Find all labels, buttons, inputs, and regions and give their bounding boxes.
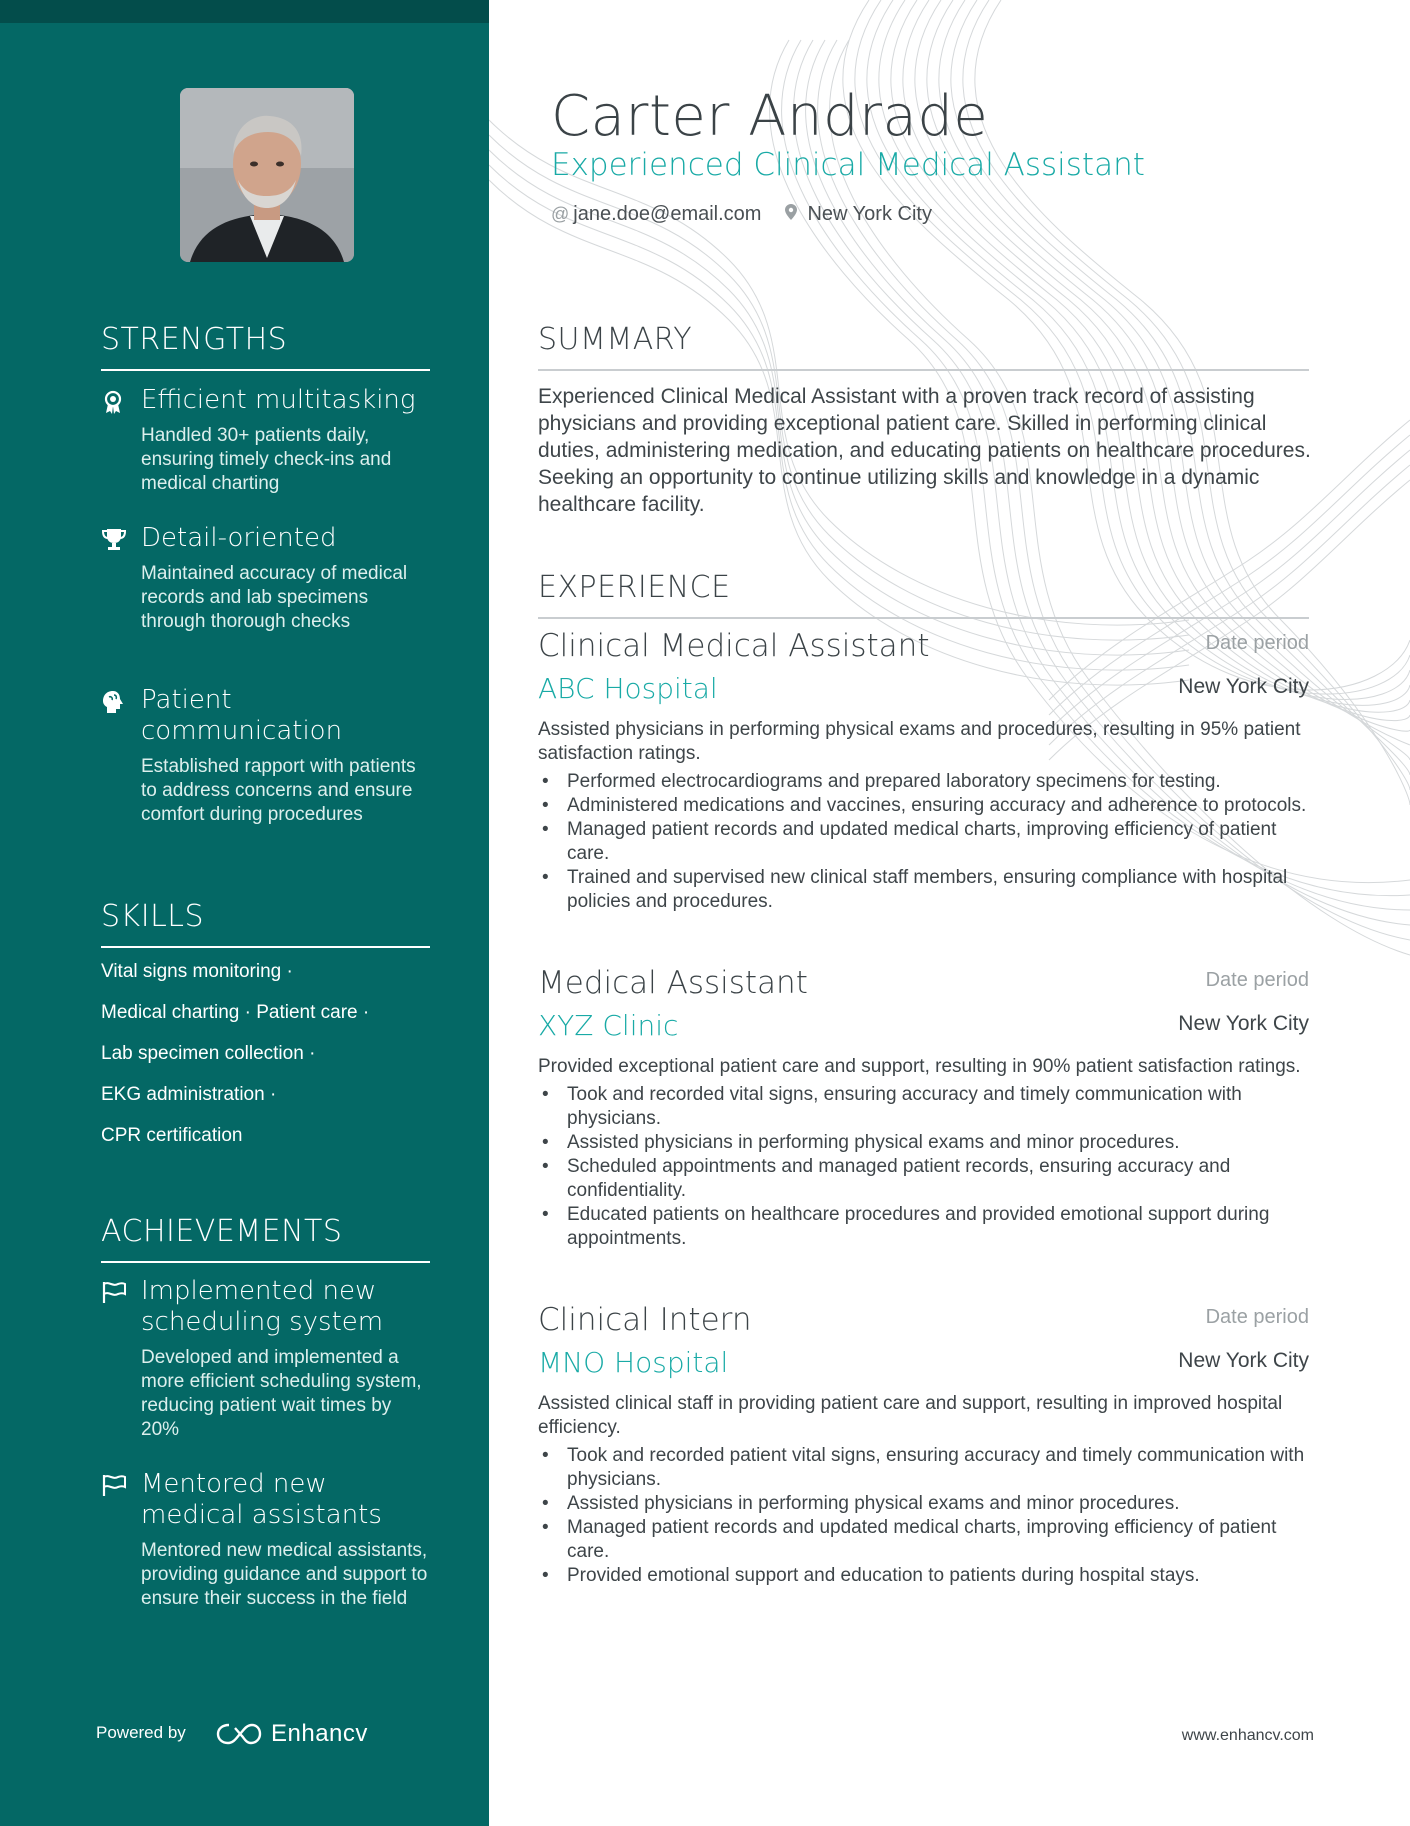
strength-item [101,385,431,496]
job-bullet: • Provided emotional support and education to patients during hospital stays. [538,1564,1309,1588]
skill-row: CPR certification [101,1125,243,1146]
job-title: Clinical Medical Assistant [538,628,930,664]
job-bullets [538,770,1309,914]
job-summary: Assisted physicians in performing physical exams and procedures, resulting in 95% patient satisfaction ratings. [538,719,1301,764]
job-bullet: • Assisted physicians in performing physical exams and minor procedures. [538,1131,1309,1155]
job-location: New York City [1178,1349,1309,1372]
skills-list [101,960,431,1164]
job-company: XYZ Clinic [538,1009,679,1042]
achievement-title: Mentored new medical assistants [141,1469,382,1530]
job-company: MNO Hospital [538,1346,729,1379]
strength-item [101,523,431,634]
achievement-desc: Developed and implemented a more efficient scheduling system, reducing patient wait times by 20% [141,1347,422,1440]
flag-icon [101,1280,125,1304]
strengths-heading: STRENGTHS [101,322,430,371]
achievement-title: Implemented new scheduling system [141,1276,384,1337]
achievement-item [101,1469,431,1611]
job-date: Date period [1205,1306,1309,1328]
profile-photo [180,88,354,262]
job-entry [538,1302,1309,1588]
job-date: Date period [1205,632,1309,654]
job-title: Medical Assistant [538,965,808,1001]
job-location: New York City [1178,675,1309,698]
sidebar [0,0,489,1826]
strength-title: Efficient multitasking [141,385,416,415]
job-bullets [538,1444,1309,1588]
job-bullet: • Managed patient records and updated medical charts, improving efficiency of patient care. [538,1516,1309,1564]
job-bullet: • Assisted physicians in performing physical exams and minor procedures. [538,1492,1309,1516]
summary-text: Experienced Clinical Medical Assistant with a proven track record of assisting physicians and providing exceptional patient care. Skilled in performing clinical duties, administering medication, and educating patients on healthcare procedures. Seeking an opportunity to continue utilizing skills and knowledge in a dynamic healthcare facility. [538,385,1311,516]
strength-item [101,685,431,827]
skill-row: Medical charting · Patient care · [101,1002,370,1023]
powered-by-label: Powered by [96,1723,186,1742]
achievement-desc: Mentored new medical assistants, providing guidance and support to ensure their success in the field [141,1540,428,1609]
job-bullet: • Administered medications and vaccines, ensuring accuracy and adherence to protocols. [538,794,1309,818]
job-date: Date period [1205,969,1309,991]
candidate-name: Carter Andrade [551,84,989,149]
brand-name: Enhancv [271,1720,368,1747]
sidebar-top-strip [0,0,489,23]
award-icon [101,389,125,413]
strength-desc: Established rapport with patients to address concerns and ensure comfort during procedures [141,756,416,825]
brand-logo[interactable] [215,1720,368,1748]
job-summary: Provided exceptional patient care and support, resulting in 90% patient satisfaction ratings. [538,1056,1301,1077]
job-bullet: • Scheduled appointments and managed patient records, ensuring accuracy and confidentiality. [538,1155,1309,1203]
job-bullet: • Managed patient records and updated medical charts, improving efficiency of patient care. [538,818,1309,866]
skill-row: Vital signs monitoring · [101,961,293,982]
job-bullet: • Took and recorded patient vital signs, ensuring accuracy and timely communication with physicians. [538,1444,1309,1492]
flag-icon [101,1473,125,1497]
brain-icon [101,689,125,713]
candidate-title: Experienced Clinical Medical Assistant [551,147,1145,183]
job-location: New York City [1178,1012,1309,1035]
email-link[interactable]: jane.doe@email.com [573,203,762,225]
experience-heading: EXPERIENCE [538,570,1309,619]
trophy-icon [101,527,125,551]
contact-row [551,203,932,226]
job-title: Clinical Intern [538,1302,752,1338]
strength-title: Patient communication [141,685,343,746]
strength-desc: Handled 30+ patients daily, ensuring timely check-ins and medical charting [141,425,392,494]
strength-desc: Maintained accuracy of medical records and lab specimens through thorough checks [141,563,408,632]
job-bullets [538,1083,1309,1251]
job-entry [538,628,1309,914]
job-company: ABC Hospital [538,672,718,705]
strength-title: Detail-oriented [141,523,337,553]
job-bullet: • Educated patients on healthcare procedures and provided emotional support during appointments. [538,1203,1309,1251]
achievements-heading: ACHIEVEMENTS [101,1214,430,1263]
job-bullet: • Took and recorded vital signs, ensuring accuracy and timely communication with physicians. [538,1083,1309,1131]
at-icon: @ [551,204,570,224]
location-text: New York City [807,203,932,225]
location-pin-icon [785,204,797,225]
avatar [180,88,354,262]
job-bullet: • Performed electrocardiograms and prepared laboratory specimens for testing. [538,770,1309,794]
achievement-item [101,1276,431,1442]
summary-heading: SUMMARY [538,322,1309,371]
skill-row: EKG administration · [101,1084,277,1105]
job-summary: Assisted clinical staff in providing patient care and support, resulting in improved hospital efficiency. [538,1393,1283,1438]
enhancv-logo-icon [215,1721,263,1747]
skill-row: Lab specimen collection · [101,1043,316,1064]
skills-heading: SKILLS [101,899,430,948]
job-entry [538,965,1309,1251]
footer-url-link[interactable]: www.enhancv.com [1181,1727,1314,1744]
job-bullet: • Trained and supervised new clinical staff members, ensuring compliance with hospital policies and procedures. [538,866,1309,914]
